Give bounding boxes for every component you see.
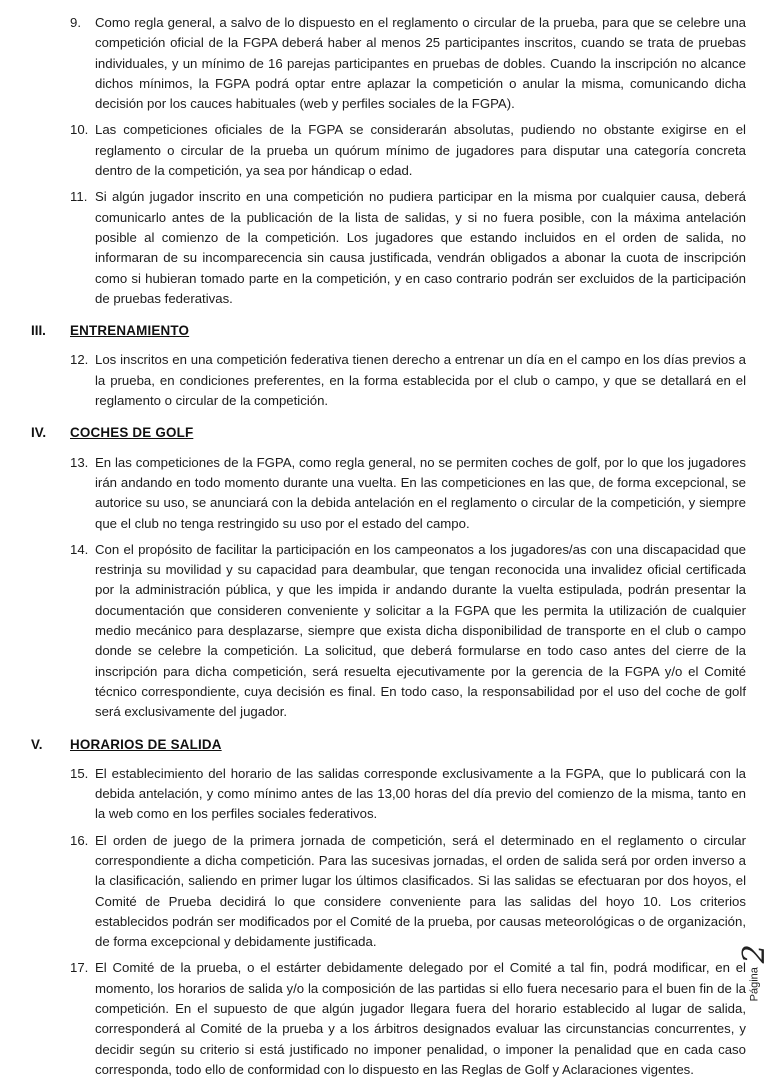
list-item [70,958,746,1080]
item-number: 13. [70,454,89,470]
list-item [70,764,746,825]
list-item [70,187,746,309]
section-heading-coches-de-golf [31,423,746,443]
section-heading-entrenamiento [31,321,746,341]
item-text: El orden de juego de la primera jornada de competición, será el determinado en el reglamento o circular correspondiente a dicha competición. Para las sucesivas jornadas, el orden de salida será por orden inverso a la clasificación, saliendo en primer lugar los últimos clasificados. Si las salidas se efectuaran por dos hoyos, el Comité de Prueba decidirá lo que considere conveniente para las salidas del hoyo 10. Los criterios establecidos podrán ser modificados por el Comité de la prueba, por causas meteorológicas o de organización, de forma excepcional y debidamente justificada. [95,832,746,950]
item-text: El establecimiento del horario de las salidas corresponde exclusivamente a la FGPA, que lo publicará con la debida antelación, y como mínimo antes de las 13,00 horas del día previo del comienzo de la misma, tanto en la web como en los perfiles sociales federativos. [95,765,746,822]
section-title: ENTRENAMIENTO [70,323,190,339]
item-text: El Comité de la prueba, o el estárter debidamente delegado por el Comité a tal fin, podrá modificar, en el momento, los horarios de salida y/o la composición de las partidas si ello fuera necesario para el buen fin de la competición. En el supuesto de que algún jugador llegara fuera del horario establecido al lugar de salida, corresponderá al Comité de la prueba y a los árbitros designados evaluar las circunstancias concurrentes, y decidir según su criterio si está justificado no imponer penalidad, o imponer la penalidad que en cada caso corresponda, todo ello de conformidad con lo dispuesto en las Reglas de Golf y Aclaraciones vigentes. [95,960,746,1077]
page-number-value: 2 [737,944,772,964]
list-item [70,453,746,534]
item-number: 9. [70,15,81,30]
item-number: 14. [70,541,89,557]
item-number: 17. [70,960,89,976]
section-numeral: III. [31,323,46,339]
item-text: Con el propósito de facilitar la participación en los campeonatos a los jugadores/as con una discapacidad que restrinja su movilidad y su capacidad para deambular, que tengan reconocida una invalidez oficial certificada por la administración pública, y que les impida ir andando durante la vuelta estipulada, podrán presentar la documentación que consideren conveniente y solicitar a la FGPA que les permita la utilización de cualquier medio mecánico para desplazarse, siempre que exista dicha disponibilidad de transporte en el club o campo donde se celebre la competición. La solicitud, que deberá formularse en todo caso antes del cierre de la inscripción para dicha competición, será resuelta ejecutivamente por la gerencia de la FGPA y/o el Comité técnico correspondiente, cuya decisión es final. En todo caso, la responsabilidad por el uso del coche de golf será exclusivamente del jugador. [95,541,746,720]
item-text: En las competiciones de la FGPA, como regla general, no se permiten coches de golf, por lo que los jugadores irán andando en todo momento durante una vuelta. En las competiciones en las que, de forma excepcional, se autorice su uso, se anunciará con la debida antelación en el reglamento o circular de la competición, y siempre que el club no tenga restringido su uso por el estado del campo. [95,454,746,531]
item-number: 15. [70,765,89,781]
page-number-label: Página [748,967,761,1002]
list-item [70,540,746,723]
section-numeral: IV. [31,425,47,441]
item-number: 10. [70,122,89,138]
item-number: 16. [70,832,89,848]
item-text: Si algún jugador inscrito en una competición no pudiera participar en la misma por cualquier causa, deberá comunicarlo antes de la publicación de la lista de salidas, y si no fuera posible, con la máxima antelación posible al comienzo de la competición. Los jugadores que estando incluidos en el orden de salida, no informaran de su incomparecencia sin causa justificada, vendrán obligados a abonar la cuota de inscripción como si hubieran tomado parte en la competición, y en caso contrario podrán ser excluidos de la participación de pruebas federativas. [95,189,746,306]
item-number: 12. [70,352,89,368]
page-number-vertical [737,944,772,1001]
section-title: HORARIOS DE SALIDA [70,736,222,752]
section-heading-horarios-de-salida [31,735,746,755]
list-item [70,120,746,181]
list-item [70,13,746,114]
section-title: COCHES DE GOLF [70,425,194,441]
item-text: Como regla general, a salvo de lo dispuesto en el reglamento o circular de la prueba, para que se celebre una competición oficial de la FGPA deberá haber al menos 25 participantes inscritos, cuando se trata de pruebas individuales, y un mínimo de 16 parejas participantes en pruebas de dobles. Cuando la inscripción no alcance dichos mínimos, la FGPA podrá optar entre aplazar la competición o anular la misma, comunicando dicha decisión por los cauces habituales (web y perfiles sociales de la FGPA). [95,15,746,112]
item-number: 11. [70,189,88,205]
section-numeral: V. [31,736,43,752]
item-text: Los inscritos en una competición federativa tienen derecho a entrenar un día en el campo en los días previos a la prueba, en condiciones preferentes, en la forma establecida por el club o campo, y que se detallará en el reglamento o circular de la competición. [95,352,746,409]
list-item [70,350,746,411]
list-item [70,831,746,953]
item-text: Las competiciones oficiales de la FGPA se considerarán absolutas, pudiendo no obstante exigirse en el reglamento o circular de la prueba un quórum mínimo de jugadores para disputar una categoría concreta dentro de la competición, ya sea por hándicap o edad. [95,122,746,179]
